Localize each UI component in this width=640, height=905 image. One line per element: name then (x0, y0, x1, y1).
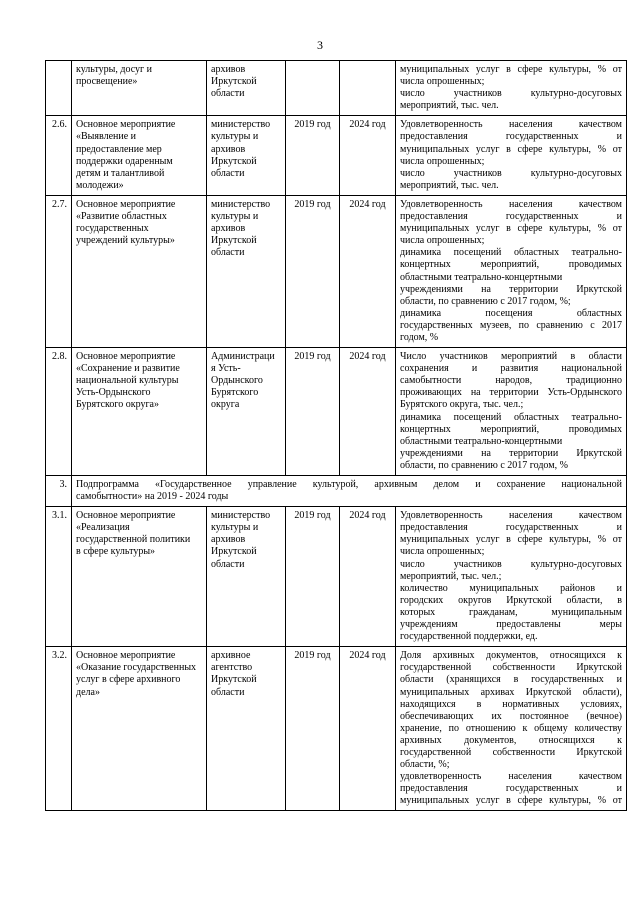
target-indicators (396, 195, 627, 347)
text-line: государственной собственности Иркутской (400, 746, 622, 758)
text-line: культуры и (211, 522, 259, 534)
text-line: мероприятий, тыс. чел.; (400, 570, 502, 582)
text-line: области, по сравнению с 2017 годом, %; (400, 295, 571, 307)
target-indicators (396, 348, 627, 476)
text-line: самобытности народов, традиционно (400, 375, 622, 387)
text-line: национальной культуры (76, 375, 179, 387)
end-year: 2024 год (340, 348, 396, 476)
text-line: области, %; (400, 759, 450, 771)
text-line: числа опрошенных; (400, 546, 485, 558)
text-line: областными театрально-концертными (400, 271, 563, 283)
text-line: удовлетворенность населения качеством (400, 771, 622, 783)
text-line: которых гражданам, муниципальным (400, 606, 622, 618)
text-line: Подпрограмма «Государственное управление культурой, архивным делом и сохранение национальной (76, 479, 622, 490)
row-number (46, 61, 72, 116)
start-year: 2019 год (286, 195, 340, 347)
text-line: число участников культурно-досуговых (400, 167, 622, 179)
text-line: Иркутской (211, 155, 257, 167)
text-line: архивных документов, относящихся к (400, 734, 622, 746)
text-line: Основное мероприятие (76, 198, 176, 210)
start-year: 2019 год (286, 116, 340, 196)
text-line: концертных мероприятий, проводимых (400, 259, 622, 271)
target-indicators (396, 647, 627, 811)
text-line: областными театрально-концертными (400, 435, 563, 447)
measure-name (72, 116, 207, 196)
text-line: Ордынского (211, 375, 263, 387)
text-line: годом, % (400, 331, 439, 343)
text-line: число участников культурно-досуговых (400, 88, 622, 100)
text-line: Число участников мероприятий в области (400, 351, 622, 363)
text-line: агентство (211, 662, 253, 674)
table-row (46, 647, 627, 811)
measure-name (72, 647, 207, 811)
row-number: 3.1. (46, 507, 72, 647)
row-number: 2.6. (46, 116, 72, 196)
start-year (286, 61, 340, 116)
text-line: области (211, 88, 245, 100)
text-line: мероприятий, тыс. чел. (400, 179, 499, 191)
table-row (46, 61, 627, 116)
text-line: Усть-Ордынского (76, 387, 151, 399)
text-line: Бурятского округа» (76, 399, 159, 411)
text-line: динамика посещения областных (400, 307, 622, 319)
text-line: Удовлетворенность населения качеством (400, 510, 622, 522)
text-line: государственной политики (76, 534, 191, 546)
subprogram-title (72, 476, 627, 507)
text-line: «Реализация (76, 522, 130, 534)
text-line: числа опрошенных; (400, 235, 485, 247)
start-year: 2019 год (286, 647, 340, 811)
text-line: муниципальных услуг в сфере культуры, % от (400, 143, 622, 155)
text-line: муниципальных услуг в сфере культуры, % от (400, 223, 622, 235)
executor (207, 647, 286, 811)
text-line: архивов (211, 223, 246, 235)
text-line: муниципальных услуг в сфере культуры, % от (400, 795, 622, 807)
start-year: 2019 год (286, 507, 340, 647)
text-line: хранение, по отношению к общему количеству (400, 722, 622, 734)
text-line: Основное мероприятие (76, 650, 176, 662)
text-line: Удовлетворенность населения качеством (400, 198, 622, 210)
text-line: Бурятского округа, тыс. чел.; (400, 399, 524, 411)
text-line: Удовлетворенность населения качеством (400, 119, 622, 131)
text-line: Иркутской (211, 546, 257, 558)
end-year (340, 61, 396, 116)
text-line: архивное (211, 650, 251, 662)
end-year: 2024 год (340, 195, 396, 347)
text-line: числа опрошенных; (400, 76, 485, 88)
text-line: «Развитие областных (76, 211, 167, 223)
text-line: предоставления государственных и (400, 211, 622, 223)
subprogram-row (46, 476, 627, 507)
text-line: культуры, досуг и (76, 64, 153, 75)
page-number: 3 (317, 38, 323, 52)
text-line: области (211, 167, 245, 179)
target-indicators (396, 116, 627, 196)
text-line: культуры и (211, 131, 259, 143)
measure-name (72, 348, 207, 476)
text-line: области (211, 558, 245, 570)
text-line: Иркутской (211, 76, 257, 88)
text-line: Основное мероприятие (76, 119, 176, 131)
table-row (46, 195, 627, 347)
measure-name (72, 507, 207, 647)
text-line: поддержки одаренным (76, 155, 173, 167)
text-line: архивов (211, 143, 246, 155)
text-line: Администраци (211, 351, 275, 363)
target-indicators (396, 61, 627, 116)
text-line: государственной поддержки, ед. (400, 631, 538, 643)
subprogram-number: 3. (46, 476, 72, 507)
text-line: учреждений культуры» (76, 235, 175, 247)
text-line: предоставление мер (76, 143, 162, 155)
text-line: муниципальных услуг в сфере культуры, % от (400, 64, 622, 75)
measures-table (45, 60, 627, 811)
text-line: области (хранящихся в государственных и (400, 674, 622, 686)
text-line: «Сохранение и развитие (76, 363, 180, 375)
text-line: архивов (211, 64, 246, 75)
text-line: число участников культурно-досуговых (400, 558, 622, 570)
table-row (46, 116, 627, 196)
row-number: 2.8. (46, 348, 72, 476)
target-indicators (396, 507, 627, 647)
text-line: учреждениями на территории Иркутской (400, 283, 622, 295)
text-line: округа (211, 399, 240, 411)
text-line: Иркутской (211, 235, 257, 247)
text-line: Бурятского (211, 387, 259, 399)
text-line: предоставления государственных и (400, 522, 622, 534)
text-line: самобытности» на 2019 - 2024 годы (76, 491, 229, 503)
text-line: Иркутской (211, 674, 257, 686)
text-line: государственной собственности Иркутской (400, 662, 622, 674)
row-number: 3.2. (46, 647, 72, 811)
row-number: 2.7. (46, 195, 72, 347)
text-line: учреждениями на территории Иркутской (400, 447, 622, 459)
text-line: культуры и (211, 211, 259, 223)
text-line: в сфере культуры» (76, 546, 156, 558)
end-year: 2024 год (340, 647, 396, 811)
text-line: проживающих на территории Усть-Ордынского (400, 387, 622, 399)
executor (207, 507, 286, 647)
text-line: государственных музеев, по сравнению с 2017 (400, 319, 622, 331)
text-line: я Усть- (211, 363, 241, 375)
executor (207, 195, 286, 347)
text-line: министерство (211, 119, 271, 131)
executor (207, 61, 286, 116)
text-line: государственных (76, 223, 149, 235)
text-line: Основное мероприятие (76, 510, 176, 522)
text-line: «Выявление и (76, 131, 136, 143)
measure-name (72, 195, 207, 347)
text-line: мероприятий, тыс. чел. (400, 100, 499, 112)
text-line: находящихся в нормативных условиях, (400, 698, 622, 710)
text-line: предоставления государственных и (400, 783, 622, 795)
text-line: количество муниципальных районов и (400, 582, 622, 594)
text-line: дела» (76, 686, 100, 698)
text-line: министерство (211, 198, 271, 210)
text-line: сохранения и развития национальной (400, 363, 622, 375)
text-line: муниципальных архивах Иркутской области), (400, 686, 622, 698)
measure-name (72, 61, 207, 116)
executor (207, 116, 286, 196)
text-line: министерство (211, 510, 271, 522)
text-line: концертных мероприятий, проводимых (400, 423, 622, 435)
end-year: 2024 год (340, 507, 396, 647)
text-line: архивов (211, 534, 246, 546)
text-line: муниципальных услуг в сфере культуры, % от (400, 534, 622, 546)
text-line: «Оказание государственных (76, 662, 197, 674)
table-row (46, 348, 627, 476)
text-line: Доля архивных документов, относящихся к (400, 650, 622, 662)
text-line: молодежи» (76, 179, 124, 191)
text-line: услуг в сфере архивного (76, 674, 181, 686)
table-row (46, 507, 627, 647)
text-line: области, по сравнению с 2017 годом, % (400, 459, 568, 471)
text-line: городских округов Иркутской области, в (400, 594, 622, 606)
end-year: 2024 год (340, 116, 396, 196)
text-line: просвещение» (76, 76, 138, 88)
executor (207, 348, 286, 476)
text-line: динамика посещений областных театрально- (400, 247, 622, 259)
text-line: детям и талантливой (76, 167, 165, 179)
text-line: динамика посещений областных театрально- (400, 411, 622, 423)
start-year: 2019 год (286, 348, 340, 476)
text-line: области (211, 686, 245, 698)
text-line: обеспечивающих их постоянное (вечное) (400, 710, 622, 722)
text-line: учреждениям предоставлены меры (400, 619, 622, 631)
text-line: Основное мероприятие (76, 351, 176, 363)
text-line: числа опрошенных; (400, 155, 485, 167)
text-line: предоставления государственных и (400, 131, 622, 143)
text-line: области (211, 247, 245, 259)
